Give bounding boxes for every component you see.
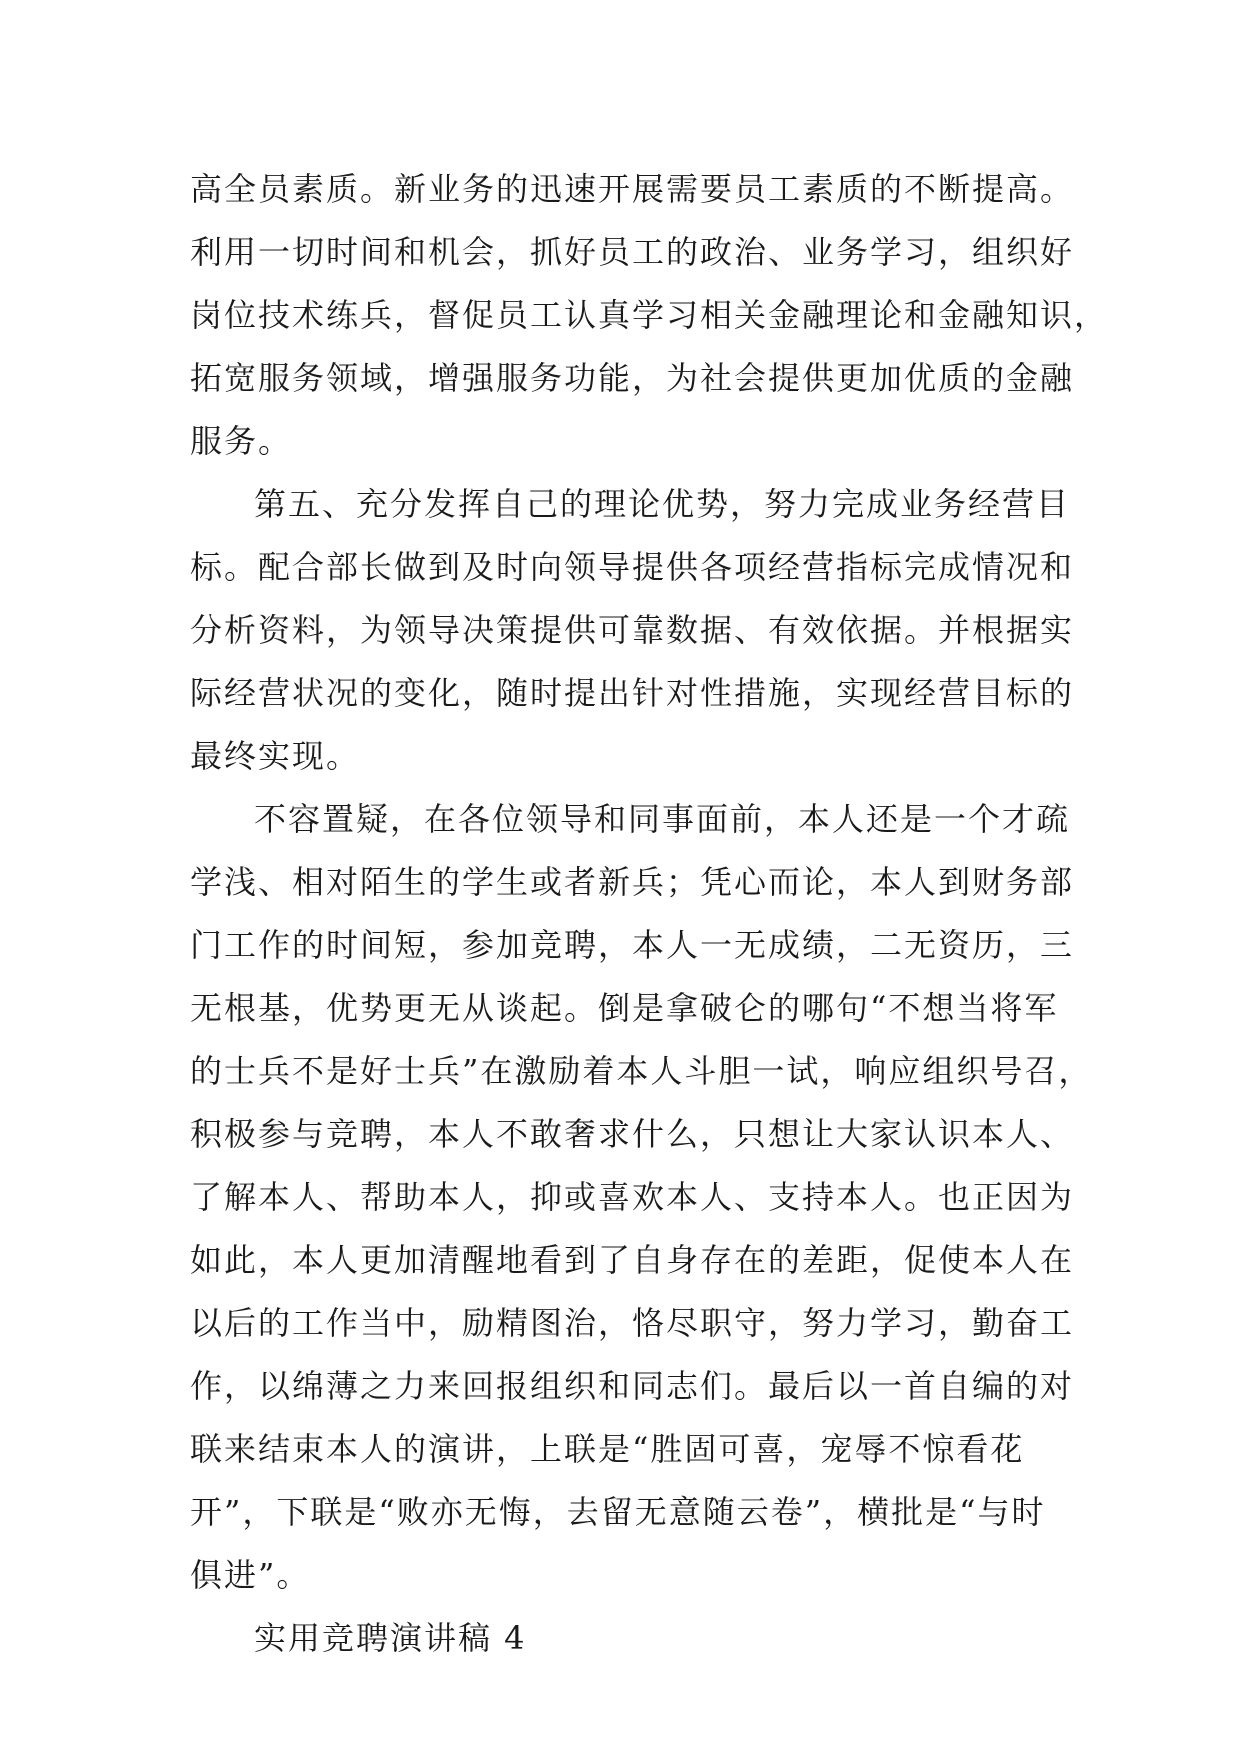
text-line: 岗位技术练兵，督促员工认真学习相关金融理论和金融知识， bbox=[190, 296, 1109, 334]
text-line: 拓宽服务领域，增强服务功能，为社会提供更加优质的金融 bbox=[190, 359, 1075, 397]
text-line: 了解本人、帮助本人，抑或喜欢本人、支持本人。也正因为 bbox=[190, 1178, 1075, 1216]
text-line: 分析资料，为领导决策提供可靠数据、有效依据。并根据实 bbox=[190, 611, 1075, 649]
text-line: 积极参与竞聘，本人不敢奢求什么，只想让大家认识本人、 bbox=[190, 1115, 1075, 1153]
text-line: 利用一切时间和机会，抓好员工的政治、业务学习，组织好 bbox=[190, 233, 1075, 271]
text-line: 如此，本人更加清醒地看到了自身存在的差距，促使本人在 bbox=[190, 1241, 1075, 1279]
text-line: 联来结束本人的演讲，上联是“胜固可喜，宠辱不惊看花 bbox=[190, 1430, 1025, 1468]
text-line: 标。配合部长做到及时向领导提供各项经营指标完成情况和 bbox=[190, 548, 1075, 586]
paragraph-start-line: 不容置疑，在各位领导和同事面前，本人还是一个才疏 bbox=[254, 800, 1071, 838]
text-line: 高全员素质。新业务的迅速开展需要员工素质的不断提高。 bbox=[190, 170, 1075, 208]
text-line: 以后的工作当中，励精图治，恪尽职守，努力学习，勤奋工 bbox=[190, 1304, 1075, 1342]
paragraph-start-line: 第五、充分发挥自己的理论优势，努力完成业务经营目 bbox=[254, 485, 1071, 523]
text-line: 开”，下联是“败亦无悔，去留无意随云卷”，横批是“与时 bbox=[190, 1493, 1046, 1531]
text-line: 最终实现。 bbox=[190, 737, 361, 775]
text-line: 门工作的时间短，参加竞聘，本人一无成绩，二无资历，三 bbox=[190, 926, 1075, 964]
text-line: 无根基，优势更无从谈起。倒是拿破仑的哪句“不想当将军 bbox=[190, 989, 1059, 1027]
section-heading: 实用竞聘演讲稿 4 bbox=[254, 1619, 527, 1657]
text-line: 际经营状况的变化，随时提出针对性措施，实现经营目标的 bbox=[190, 674, 1075, 712]
text-line: 俱进”。 bbox=[190, 1556, 311, 1594]
text-line: 作，以绵薄之力来回报组织和同志们。最后以一首自编的对 bbox=[190, 1367, 1075, 1405]
text-line: 学浅、相对陌生的学生或者新兵；凭心而论，本人到财务部 bbox=[190, 863, 1075, 901]
text-line: 服务。 bbox=[190, 422, 293, 460]
text-line: 的士兵不是好士兵”在激励着本人斗胆一试，响应组织号召， bbox=[190, 1052, 1093, 1090]
document-body bbox=[190, 158, 1109, 1670]
